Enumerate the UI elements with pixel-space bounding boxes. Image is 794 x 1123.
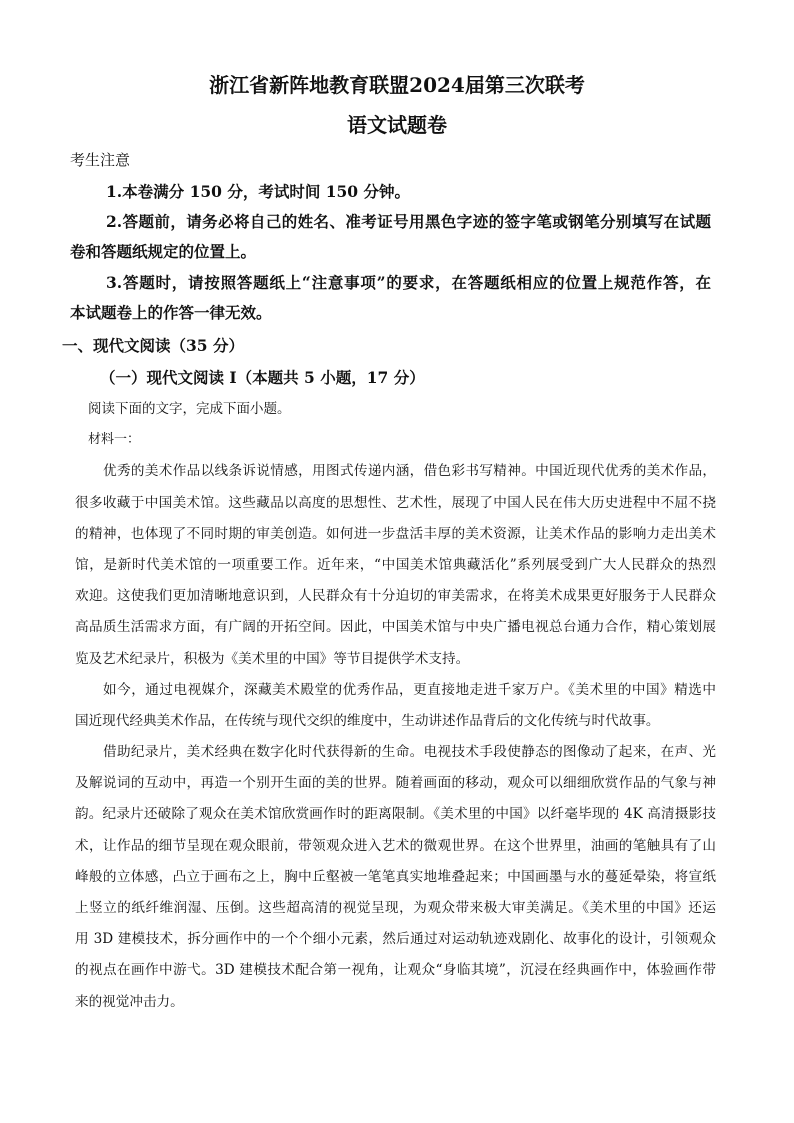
paragraph-line: 借助纪录片，美术经典在数字化时代获得新的生命。电视技术手段使静态的图像动了起来，在声、光 [103,744,716,761]
notice-line: 卷和答题纸规定的位置上。 [70,242,257,261]
paragraph-line: 韵。纪录片还破除了观众在美术馆欣赏画作时的距离限制。《美术里的中国》以纤毫毕现的 4K 高清摄影技 [75,806,716,823]
notice-item-2 [70,207,711,267]
paragraph-line: 的精神，也体现了不同时期的审美创造。如何进一步盘活丰厚的美术资源，让美术作品的影响力走出美术 [75,525,716,542]
notice-heading: 考生注意 [70,151,131,169]
exam-title: 浙江省新阵地教育联盟2024届第三次联考 [209,73,585,97]
material-body [75,456,716,1017]
paragraph-line: 很多收藏于中国美术馆。这些藏品以高度的思想性、艺术性，展现了中国人民在伟大历史进程中不屈不挠 [75,494,716,511]
paragraph-line: 的视点在画作中游弋。3D 建模技术配合第一视角，让观众“身临其境”，沉浸在经典画作中，体验画作带 [75,962,716,979]
notice-line: 本试题卷上的作答一律无效。 [70,303,272,322]
notice-item-1 [70,177,711,207]
section-heading: 一、现代文阅读（35 分） [62,336,244,355]
notice-line: 3.答题时，请按照答题纸上“注意事项”的要求，在答题纸相应的位置上规范作答，在 [106,273,711,292]
paragraph-line: 来的视觉冲击力。 [75,993,184,1010]
paragraph-line: 览及艺术纪录片，积极为《美术里的中国》等节目提供学术支持。 [75,650,470,667]
reading-instruction: 阅读下面的文字，完成下面小题。 [88,401,291,417]
paragraph-line: 馆，是新时代美术馆的一项重要工作。近年来，“中国美术馆典藏活化”系列展受到广大人民群众的热烈 [75,556,716,573]
paragraph-line: 及解说词的互动中，再造一个别开生面的美的世界。随着画面的移动，观众可以细细欣赏作品的气象与神 [75,775,716,792]
material-label: 材料一： [88,432,141,447]
paragraph-line: 术，让作品的细节呈现在观众眼前，带领观众进入艺术的微观世界。在这个世界里，油画的笔触具有了山 [75,837,716,854]
paragraph-line: 欢迎。这使我们更加清晰地意识到，人民群众有十分迫切的审美需求，在将美术成果更好服务于人民群众 [75,588,716,605]
paragraph-line: 优秀的美术作品以线条诉说情感，用图式传递内涵，借色彩书写精神。中国近现代优秀的美术作品， [103,463,716,480]
paragraph-line: 如今，通过电视媒介，深藏美术殿堂的优秀作品，更直接地走进千家万户。《美术里的中国》精选中 [103,681,716,698]
paragraph-line: 峰般的立体感，凸立于画布之上，胸中丘壑被一笔笔真实地堆叠起来；中国画墨与水的蔓延晕染，将宣纸 [75,868,716,885]
paragraph-line: 国近现代经典美术作品，在传统与现代交织的维度中，生动讲述作品背后的文化传统与时代故事。 [75,712,660,729]
paragraph-line: 高品质生活需求方面，有广阔的开拓空间。因此，中国美术馆与中央广播电视总台通力合作，精心策划展 [75,619,716,636]
paragraph-line: 用 3D 建模技术，拆分画作中的一个个细小元素，然后通过对运动轨迹戏剧化、故事化的设计，引领观众 [75,931,716,948]
notice-line: 1.本卷满分 150 分，考试时间 150 分钟。 [106,182,410,201]
exam-subtitle: 语文试题卷 [347,113,447,137]
paragraph-line: 上竖立的纸纤维润湿、压倒。这些超高清的视觉呈现，为观众带来极大审美满足。《美术里的中国》还运 [75,900,716,917]
notice-line: 2.答题前，请务必将自己的姓名、准考证号用黑色字迹的签字笔或钢笔分别填写在试题 [106,212,711,231]
notice-item-3 [70,268,711,328]
subsection-heading: （一）现代文阅读 I（本题共 5 小题，17 分） [100,368,425,387]
